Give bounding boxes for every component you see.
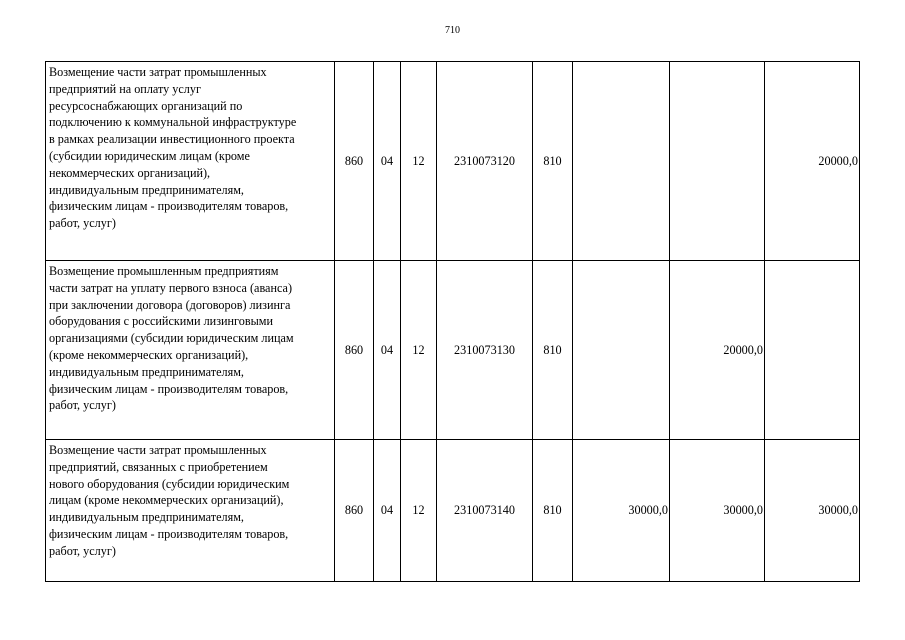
description-line: некоммерческих организаций), [49,165,211,180]
description-line: нового оборудования (субсидии юридическим [49,476,290,491]
description-line: физическим лицам - производителям товаров, [49,526,289,541]
expense-type-code: 810 [533,440,573,582]
amount-cell-1 [573,62,670,261]
section-code: 04 [374,261,401,440]
expense-description [46,62,335,261]
section-code: 04 [374,440,401,582]
description-line: физическим лицам - производителям товаров, [49,199,289,214]
budget-table [45,61,860,582]
expense-type-code: 810 [533,62,573,261]
description-line: организациями (субсидии юридическим лицам [49,331,294,346]
description-line: индивидуальным предпринимателям, [49,364,244,379]
amount-cell-1 [573,261,670,440]
description-line: части затрат на уплату первого взноса (аванса) [49,280,293,295]
target-article-code: 2310073120 [437,62,533,261]
table-row [46,62,860,261]
description-line: подключению к коммунальной инфраструктуре [49,115,297,130]
description-line: при заключении договора (договоров) лизинга [49,297,291,312]
target-article-code: 2310073140 [437,440,533,582]
description-line: (субсидии юридическим лицам (кроме [49,148,250,163]
table-row [46,440,860,582]
description-line: работ, услуг) [49,216,116,231]
description-line: предприятий на оплату услуг [49,81,201,96]
description-line: Возмещение промышленным предприятиям [49,264,279,278]
amount-cell-3 [765,261,860,440]
description-line: оборудования с российскими лизинговыми [49,314,274,329]
subsection-code: 12 [401,261,437,440]
amount-cell-1: 30000,0 [573,440,670,582]
ministry-code: 860 [335,261,374,440]
amount-cell-2 [670,62,765,261]
description-line: индивидуальным предпринимателям, [49,182,244,197]
description-line: (кроме некоммерческих организаций), [49,347,249,362]
expense-description [46,440,335,582]
description-line: работ, услуг) [49,398,116,413]
description-line: предприятий, связанных с приобретением [49,459,268,474]
subsection-code: 12 [401,440,437,582]
description-line: в рамках реализации инвестиционного проекта [49,132,295,147]
target-article-code: 2310073130 [437,261,533,440]
expense-type-code: 810 [533,261,573,440]
amount-cell-3: 30000,0 [765,440,860,582]
subsection-code: 12 [401,62,437,261]
description-line: физическим лицам - производителям товаров, [49,381,289,396]
expense-description [46,261,335,440]
description-line: лицам (кроме некоммерческих организаций), [49,493,284,508]
amount-cell-2: 30000,0 [670,440,765,582]
amount-cell-3: 20000,0 [765,62,860,261]
amount-cell-2: 20000,0 [670,261,765,440]
description-line: работ, услуг) [49,543,116,558]
description-line: Возмещение части затрат промышленных [49,65,267,79]
description-line: Возмещение части затрат промышленных [49,443,267,457]
table-row [46,261,860,440]
description-line: индивидуальным предпринимателям, [49,510,244,525]
ministry-code: 860 [335,62,374,261]
page-number: 710 [445,25,460,36]
ministry-code: 860 [335,440,374,582]
section-code: 04 [374,62,401,261]
description-line: ресурсоснабжающих организаций по [49,98,243,113]
